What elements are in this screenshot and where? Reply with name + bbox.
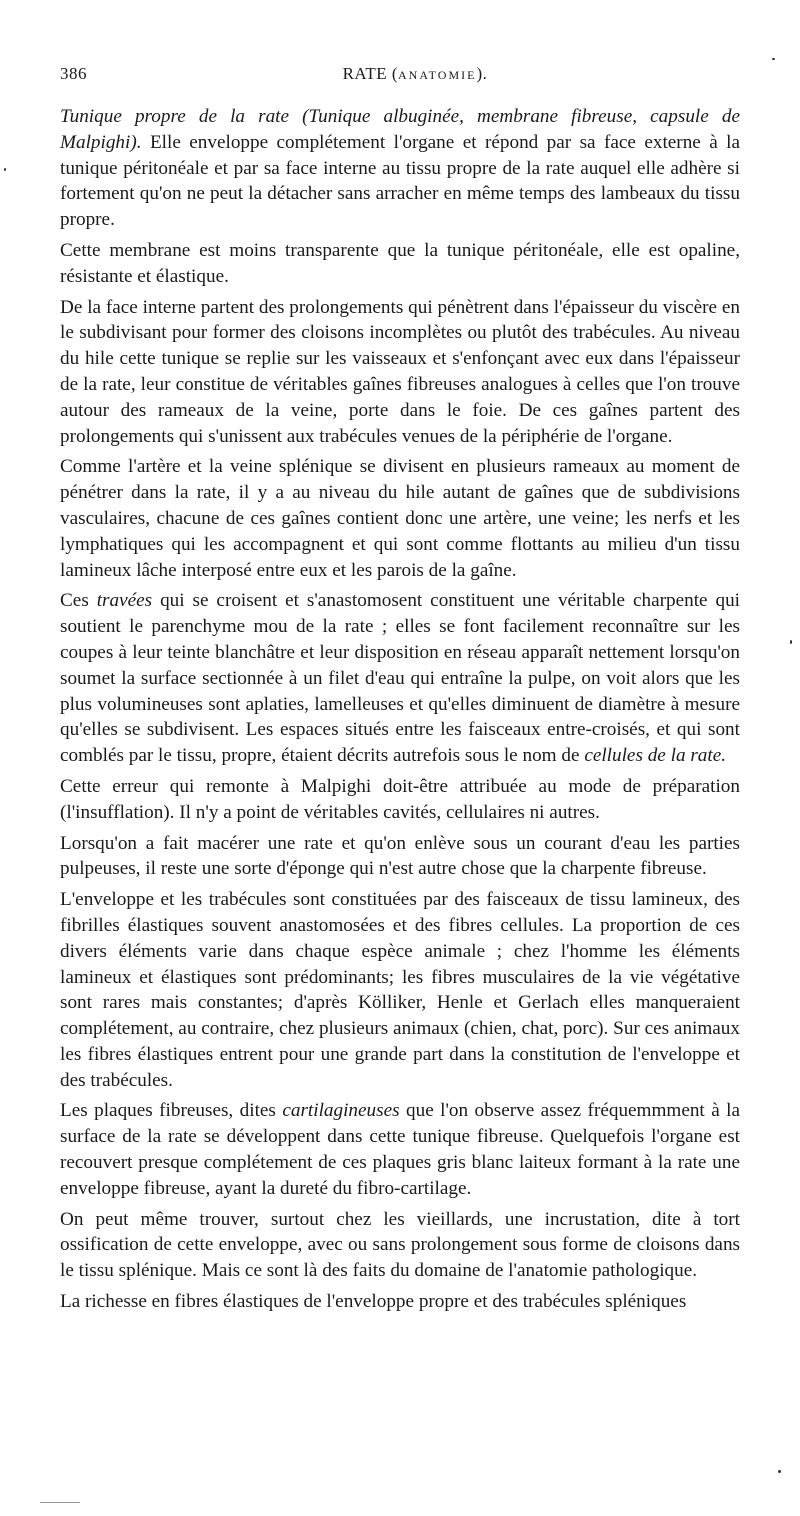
scan-speck <box>4 168 6 171</box>
paragraph-text: Elle enveloppe complétement l'organe et répond par sa face externe à la tunique péritonéale et par sa face interne au tissu propre de la rate auquel elle adhère si fortement qu'on ne peut la détacher sans arracher en même temps des lambeaux du tissu propre. <box>60 131 740 231</box>
section-title: Tunique propre de la rate (Tunique albuginée, membrane fibreuse, capsule de Malpighi). <box>60 106 740 153</box>
paragraph-travees <box>60 588 740 769</box>
paragraph-membrane: Cette membrane est moins transparente que la tunique péritonéale, elle est opaline, résistante et élastique. <box>60 239 740 287</box>
body-text <box>60 104 740 1315</box>
italic-term-cartilagineuses: cartilagineuses <box>282 1100 400 1122</box>
italic-term-cellules: cellules de la rate. <box>584 745 727 767</box>
text-run: Ces <box>60 590 97 612</box>
document-page <box>60 64 740 1315</box>
page-number: 386 <box>60 64 87 83</box>
paragraph-richesse: La richesse en fibres élastiques de l'enveloppe propre et des trabécules spléniques <box>60 1291 687 1313</box>
paragraph-face-interne: De la face interne partent des prolongements qui pénètrent dans l'épaisseur du viscère en le subdivisant pour former des cloisons incomplètes ou plutôt des trabécules. Au niveau du hile cette tunique se replie sur les vaisseaux et s'enfonçant avec eux dans l'épaisseur de la rate, leur constitue de véritables gaînes fibreuses analogues à celles que l'on trouve autour des rameaux de la veine, porte dans le foie. De ces gaînes partent des prolongements qui s'unissent aux trabécules venues de la périphérie de l'organe. <box>60 296 740 447</box>
text-run: Les plaques fibreuses, dites <box>60 1100 283 1122</box>
scan-speck <box>40 1502 80 1503</box>
paragraph-tunique-propre <box>60 104 740 233</box>
paragraph-plaques <box>60 1098 740 1201</box>
scan-speck <box>790 640 792 644</box>
paragraph-artere-veine: Comme l'artère et la veine splénique se divisent en plusieurs rameaux au moment de pénétrer dans la rate, il y a au niveau du hile autant de gaînes que de subdivisions vasculaires, chacune de ces gaînes contient donc une artère, une veine; les nerfs et les lymphatiques qui les accompagnent et qui sont comme flottants au milieu d'un tissu lamineux lâche interposé entre eux et les parois de la gaîne. <box>60 456 740 581</box>
running-head-end: ). <box>476 64 488 83</box>
scan-speck <box>778 1470 781 1473</box>
scan-speck <box>772 58 775 60</box>
running-head <box>90 64 740 84</box>
running-head-caps: ANATOMIE <box>398 68 477 82</box>
page-header <box>60 64 740 104</box>
text-run: que l'on observe assez fréquemmment à la surface de la rate se développent dans cette tunique fibreuse. Quelquefois l'organe est recouvert presque complétement de ces plaques gris blanc laiteux formant à la rate une enveloppe fibreuse, ayant la dureté du fibro-cartilage. <box>60 1100 740 1199</box>
running-head-main: RATE ( <box>342 64 399 83</box>
paragraph-ossification: On peut même trouver, surtout chez les vieillards, une incrustation, dite à tort ossification de cette enveloppe, avec ou sans prolongement sous forme de cloisons dans le tissu splénique. Mais ce sont là des faits du domaine de l'anatomie pathologique. <box>60 1208 740 1282</box>
paragraph-enveloppe: L'enveloppe et les trabécules sont constituées par des faisceaux de tissu lamineux, des fibrilles élastiques souvent anastomosées et des fibres cellules. La proportion de ces divers éléments varie dans chaque espèce animale ; chez l'homme les éléments lamineux et élastiques sont prédominants; les fibres musculaires de la vie végétative sont rares mais constantes; d'après Kölliker, Henle et Gerlach elles manqueraient complétement, au contraire, chez plusieurs animaux (chien, chat, porc). Sur ces animaux les fibres élastiques entrent pour une grande part dans la constitution de l'enveloppe et des trabécules. <box>60 889 740 1091</box>
text-run: qui se croisent et s'anastomosent constituent une véritable charpente qui soutient le parenchyme mou de la rate ; elles se font facilement reconnaître sur les coupes à leur teinte blanchâtre et leur disposition en réseau apparaît nettement lorsqu'on soumet la surface sectionnée à un filet d'eau qui entraîne la pulpe, on voit alors que les plus volumineuses sont aplaties, lamelleuses et qu'elles diminuent de diamètre à mesure qu'elles se subdivisent. Les espaces situés entre les faisceaux entre-croisés, et qui sont comblés par le tissu, propre, étaient décrits autrefois sous le nom de <box>60 590 741 767</box>
paragraph-erreur: Cette erreur qui remonte à Malpighi doit-être attribuée au mode de préparation (l'insufflation). Il n'y a point de véritables cavités, cellulaires ni autres. <box>60 775 740 823</box>
italic-term-travees: travées <box>96 590 153 612</box>
paragraph-macerer: Lorsqu'on a fait macérer une rate et qu'on enlève sous un courant d'eau les parties pulpeuses, il reste une sorte d'éponge qui n'est autre chose que la charpente fibreuse. <box>60 832 740 880</box>
